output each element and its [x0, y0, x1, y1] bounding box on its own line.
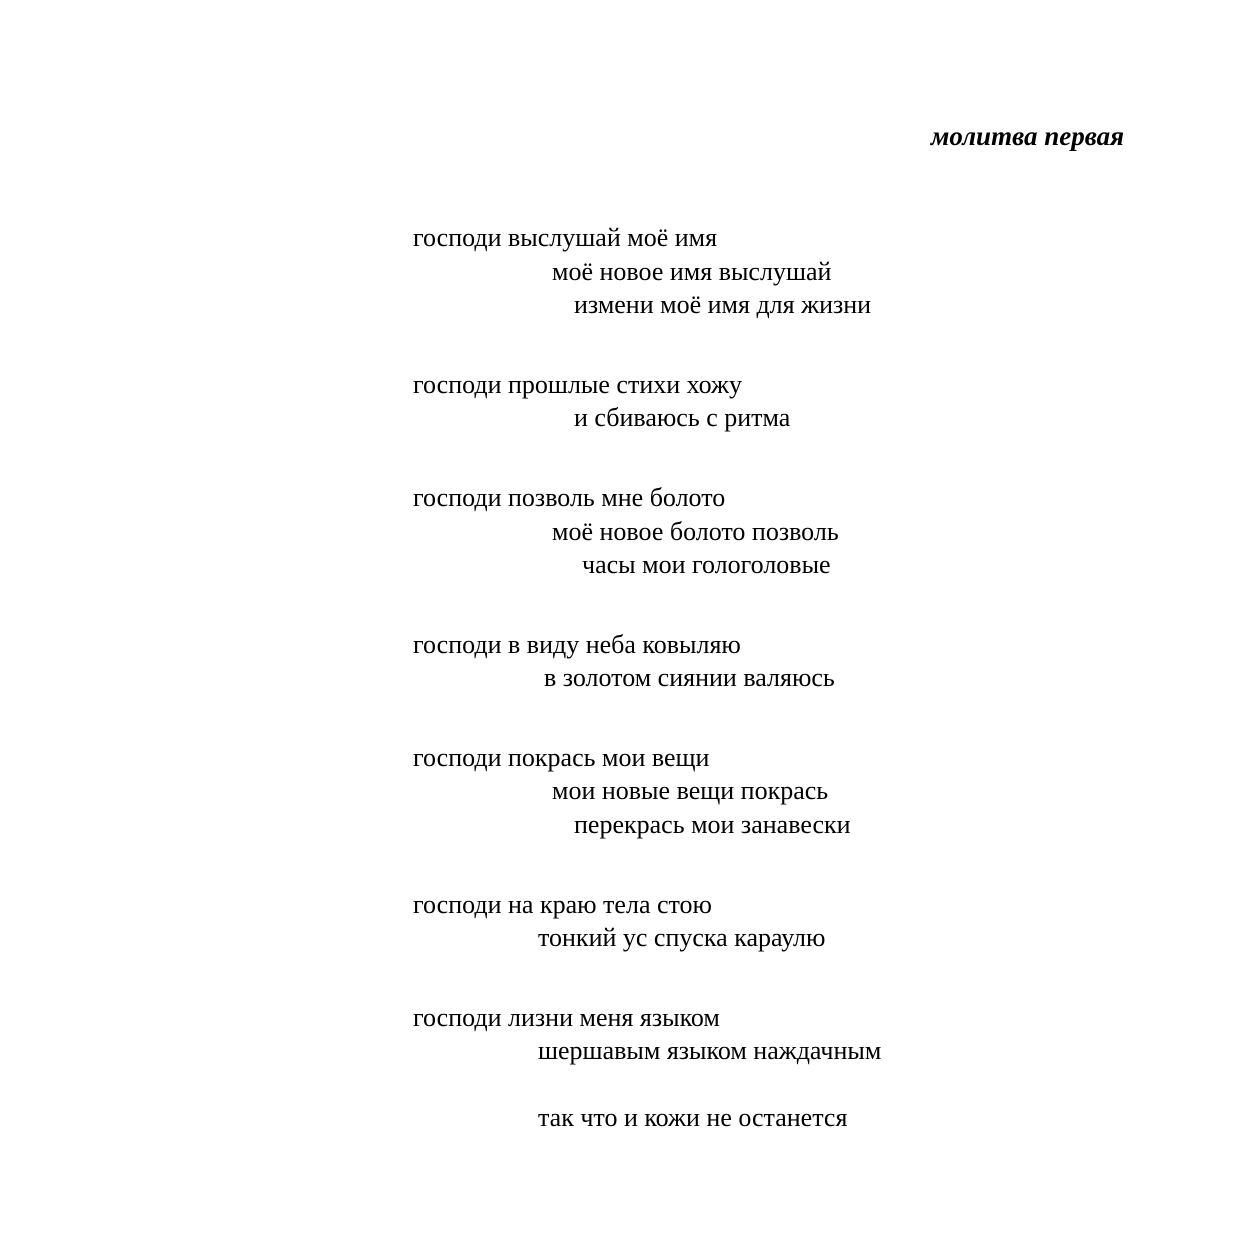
poem-line: господи лизни меня языком	[413, 1003, 720, 1032]
poem-line: тонкий ус спуска караулю	[538, 923, 826, 952]
poem-line: часы мои гологоловые	[582, 550, 831, 579]
poem-line: господи прошлые стихи хожу	[413, 370, 742, 399]
poem-line: шершавым языком наждачным	[538, 1036, 882, 1065]
poem-line: мои новые вещи покрась	[552, 776, 829, 805]
poem-line: господи выслушай моё имя	[413, 223, 718, 252]
poem-line: измени моё имя для жизни	[574, 290, 872, 319]
poem-line: и сбиваюсь с ритма	[574, 403, 791, 432]
poem-line: господи покрась мои вещи	[413, 743, 710, 772]
poem-line: господи позволь мне болото	[413, 483, 726, 512]
poem-line: моё новое болото позволь	[552, 517, 839, 546]
poem-line: так что и кожи не останется	[538, 1103, 848, 1132]
poem-line: в золотом сиянии валяюсь	[544, 663, 835, 692]
poem-title: молитва первая	[930, 121, 1124, 151]
poem-line: господи на краю тела стою	[413, 890, 712, 919]
poem-line: моё новое имя выслушай	[552, 257, 832, 286]
poem-line: господи в виду неба ковыляю	[413, 630, 741, 659]
poem-line: перекрась мои занавески	[574, 810, 851, 839]
